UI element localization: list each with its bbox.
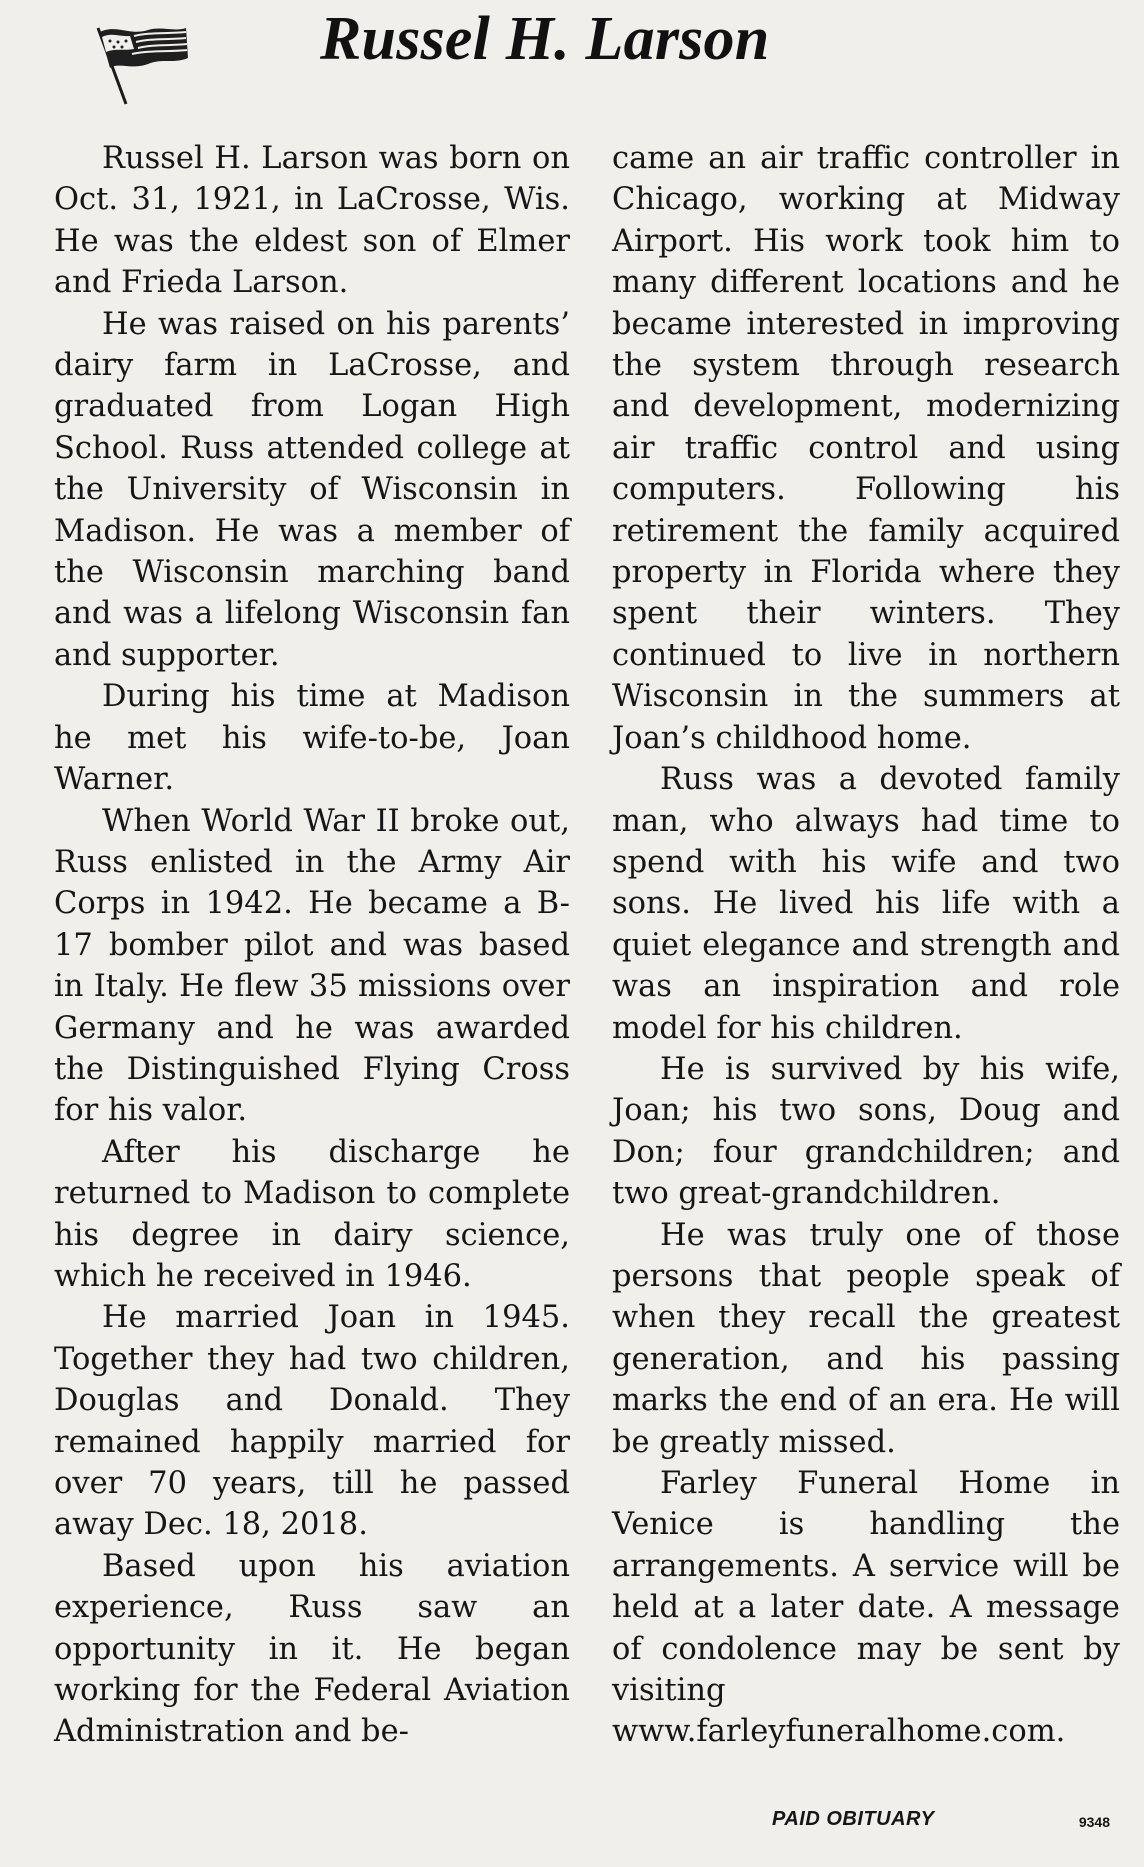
obituary-title: Russel H. Larson — [320, 5, 770, 73]
obituary-header — [0, 0, 1144, 120]
paragraph-early-life: He was raised on his parents’ dairy farm in LaCrosse, and graduated from Logan High School. Russ attended college at the University of Wisconsin in Madison. He was a member of the Wisconsin marching band and was a lifelong Wisconsin fan and supporter. — [54, 306, 570, 673]
paragraph-marriage: He married Joan in 1945. Together they had two children, Douglas and Donald. They remained happily married for over 70 years, till he passed away Dec. 18, 2018. — [54, 1300, 570, 1543]
american-flag-icon — [92, 22, 190, 106]
paragraph-met-wife: During his time at Madison he met his wife-to-be, Joan Warner. — [54, 679, 570, 798]
paragraph-survivors: He is survived by his wife, Joan; his two sons, Doug and Don; four grandchildren; and two great-grandchildren. — [612, 1051, 1120, 1212]
paragraph-education: After his discharge he returned to Madison to complete his degree in dairy science, which he received in 1946. — [54, 1134, 570, 1294]
paragraph-arrangements: Farley Funeral Home in Venice is handling the arrangements. A service will be held at a later date. A message of condolence may be sent by visiting www.farleyfuneralhome.com. — [612, 1466, 1120, 1750]
paragraph-birth: Russel H. Larson was born on Oct. 31, 1921, in LaCrosse, Wis. He was the eldest son of Elmer and Frieda Larson. — [54, 141, 570, 301]
paid-obituary-label: PAID OBITUARY — [772, 1808, 935, 1830]
paragraph-legacy: He was truly one of those persons that people speak of when they recall the greatest generation, and his passing marks the end of an era. He will be greatly missed. — [612, 1217, 1120, 1460]
left-column — [54, 138, 570, 1753]
paragraph-career-continued: came an air traffic controller in Chicago, working at Midway Airport. His work took him to many different locations and he became interested in improving the system through research and development, modernizing air traffic control and using computers. Following his retirement the family acquired property in Florida where they spent their winters. They continued to live in northern Wisconsin in the summers at Joan’s childhood home. — [612, 141, 1120, 756]
right-column — [612, 138, 1120, 1753]
ad-code: 9348 — [1078, 1814, 1110, 1830]
obituary-footer — [612, 1808, 1120, 1848]
paragraph-career-start: Based upon his aviation experience, Russ saw an opportunity in it. He began working for the Federal Aviation Administration and be- — [54, 1548, 570, 1750]
paragraph-military-service: When World War II broke out, Russ enlisted in the Army Air Corps in 1942. He became a B-17 bomber pilot and was based in Italy. He flew 35 missions over Germany and he was awarded the Distinguished Flying Cross for his valor. — [54, 803, 570, 1129]
paragraph-family-man: Russ was a devoted family man, who always had time to spend with his wife and two sons. He lived his life with a quiet elegance and strength and was an inspiration and role model for his children. — [612, 762, 1120, 1046]
